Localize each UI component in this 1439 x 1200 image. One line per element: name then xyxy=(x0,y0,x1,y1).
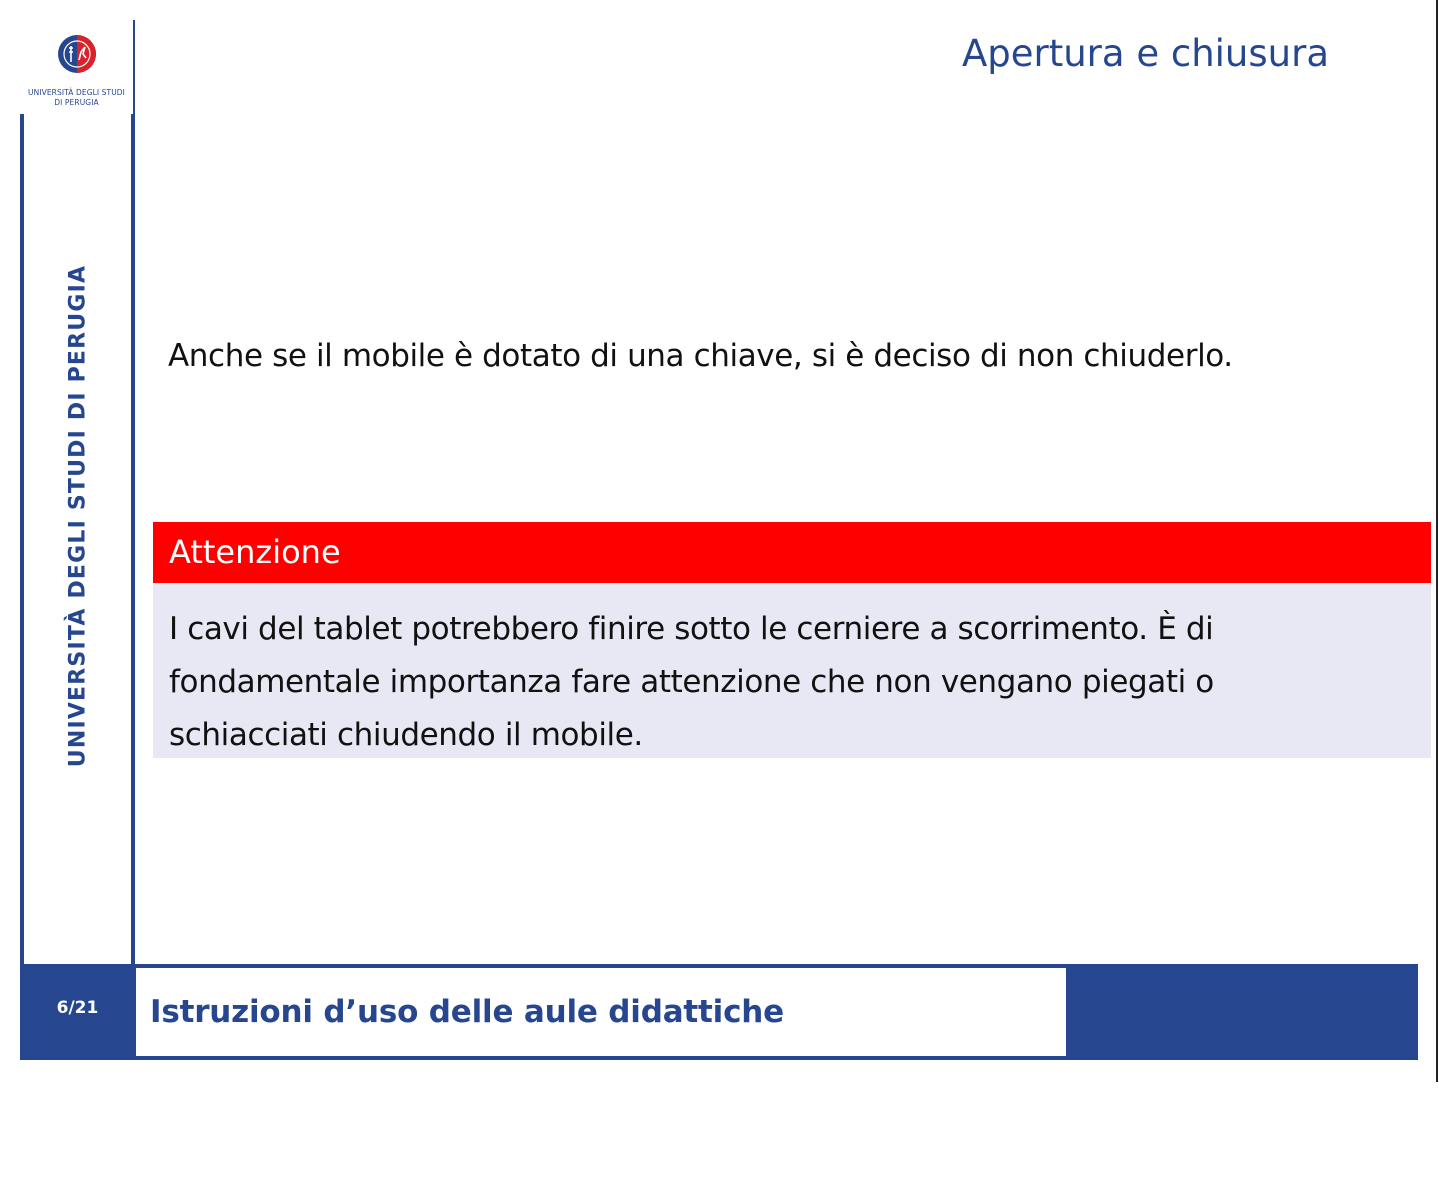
alert-block xyxy=(153,522,1431,758)
university-logo xyxy=(20,20,133,114)
alert-title: Attenzione xyxy=(153,522,1431,583)
body-paragraph: Anche se il mobile è dotato di una chiave, si è deciso di non chiuderlo. xyxy=(168,338,1233,374)
alert-line: fondamentale importanza fare attenzione che non vengano piegati o xyxy=(169,664,1214,700)
footer-title: Istruzioni d’uso delle aule didattiche xyxy=(150,994,784,1030)
page-number: 6/21 xyxy=(56,998,99,1018)
logo-caption-line2: DI PERUGIA xyxy=(54,98,99,107)
right-edge-line xyxy=(1436,0,1438,1082)
sidebar-vertical-title: UNIVERSITÀ DEGLI STUDI DI PERUGIA xyxy=(65,264,91,768)
alert-body xyxy=(153,583,1431,758)
frame-title: Apertura e chiusura xyxy=(961,32,1329,75)
alert-line: schiacciati chiudendo il mobile. xyxy=(169,717,643,753)
logo-caption-line1: UNIVERSITÀ DEGLI STUDI xyxy=(28,88,125,97)
alert-line: I cavi del tablet potrebbero finire sotto le cerniere a scorrimento. È di xyxy=(169,611,1214,647)
university-seal-icon xyxy=(57,34,97,74)
